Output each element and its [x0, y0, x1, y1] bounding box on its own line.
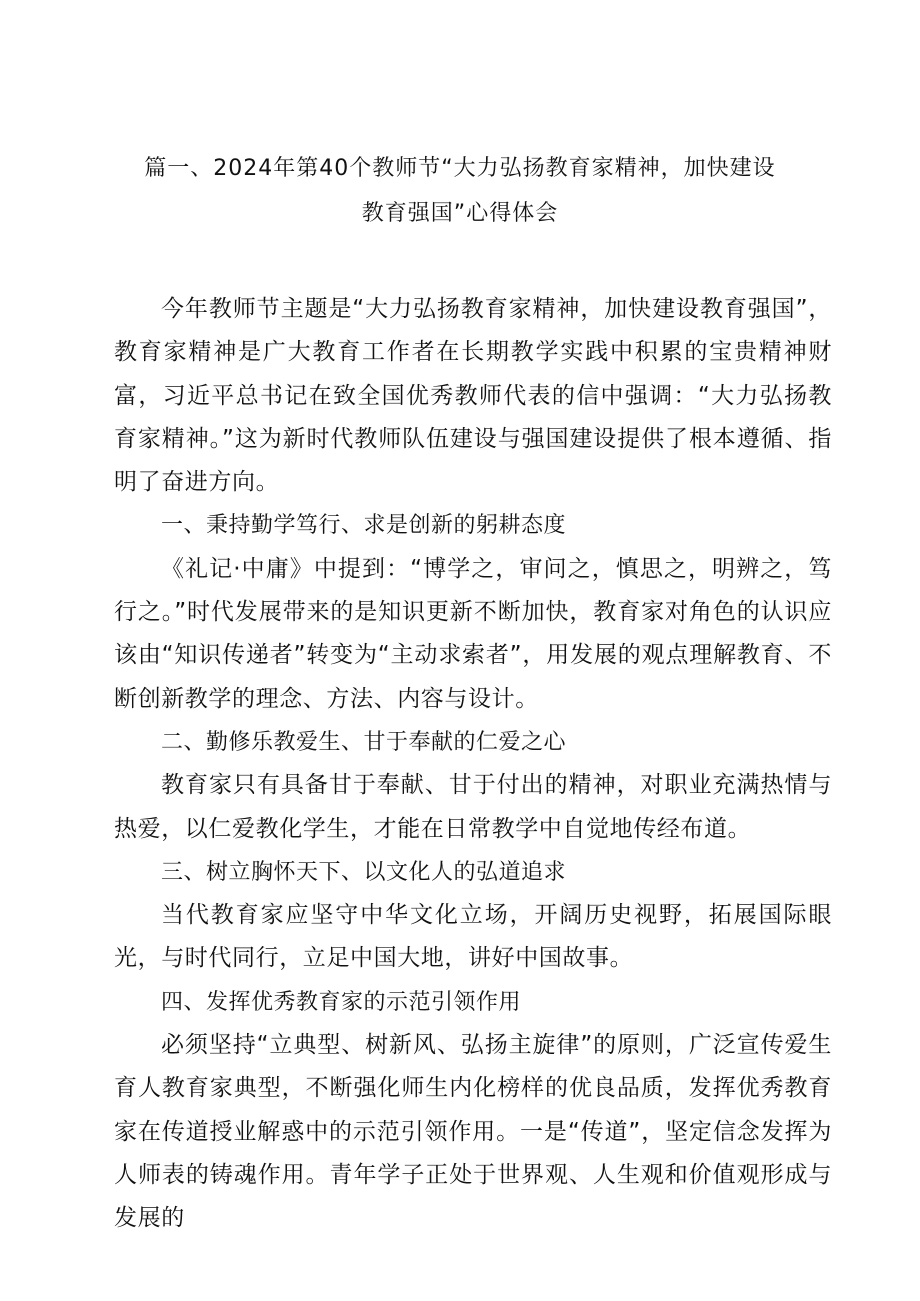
document-title-line-1: 篇一、2024年第40个教师节“大力弘扬教育家精神，加快建设: [144, 156, 776, 181]
section-paragraph-2: 教育家只有具备甘于奉献、甘于付出的精神，对职业充满热情与热爱，以仁爱教化学生，才能在日常教学中自觉地传经布道。: [114, 772, 832, 842]
section-heading-4: 四、发挥优秀教育家的示范引领作用: [161, 989, 522, 1015]
section-heading-2: 二、勤修乐教爱生、甘于奉献的仁爱之心: [161, 729, 567, 755]
section-paragraph-1: 《礼记·中庸》中提到：“博学之，审问之，慎思之，明辨之，笃行之。”时代发展带来的是知识更新不断加快，教育家对角色的认识应该由“知识传递者”转变为“主动求索者”，用发展的观点理解教育、不断创新教学的理念、方法、内容与设计。: [114, 555, 832, 712]
intro-paragraph: 今年教师节主题是“大力弘扬教育家精神，加快建设教育强国”，教育家精神是广大教育工作者在长期教学实践中积累的宝贵精神财富，习近平总书记在致全国优秀教师代表的信中强调：“大力弘扬教育家精神。”这为新时代教师队伍建设与强国建设提供了根本遵循、指明了奋进方向。: [114, 296, 832, 496]
section-paragraph-3: 当代教育家应坚守中华文化立场，开阔历史视野，拓展国际眼光，与时代同行，立足中国大地，讲好中国故事。: [114, 902, 832, 972]
section-paragraph-4: 必须坚持“立典型、树新风、弘扬主旋律”的原则，广泛宣传爱生育人教育家典型，不断强化师生内化榜样的优良品质，发挥优秀教育家在传道授业解惑中的示范引领作用。一是“传道”，坚定信念发挥为人师表的铸魂作用。青年学子正处于世界观、人生观和价值观形成与发展的: [114, 1032, 832, 1232]
document-body: [114, 288, 832, 1241]
section-heading-3: 三、树立胸怀天下、以文化人的弘道追求: [161, 859, 567, 885]
document-title-line-2: 教育强国”心得体会: [361, 201, 559, 226]
section-heading-1: 一、秉持勤学笃行、求是创新的躬耕态度: [161, 513, 567, 539]
